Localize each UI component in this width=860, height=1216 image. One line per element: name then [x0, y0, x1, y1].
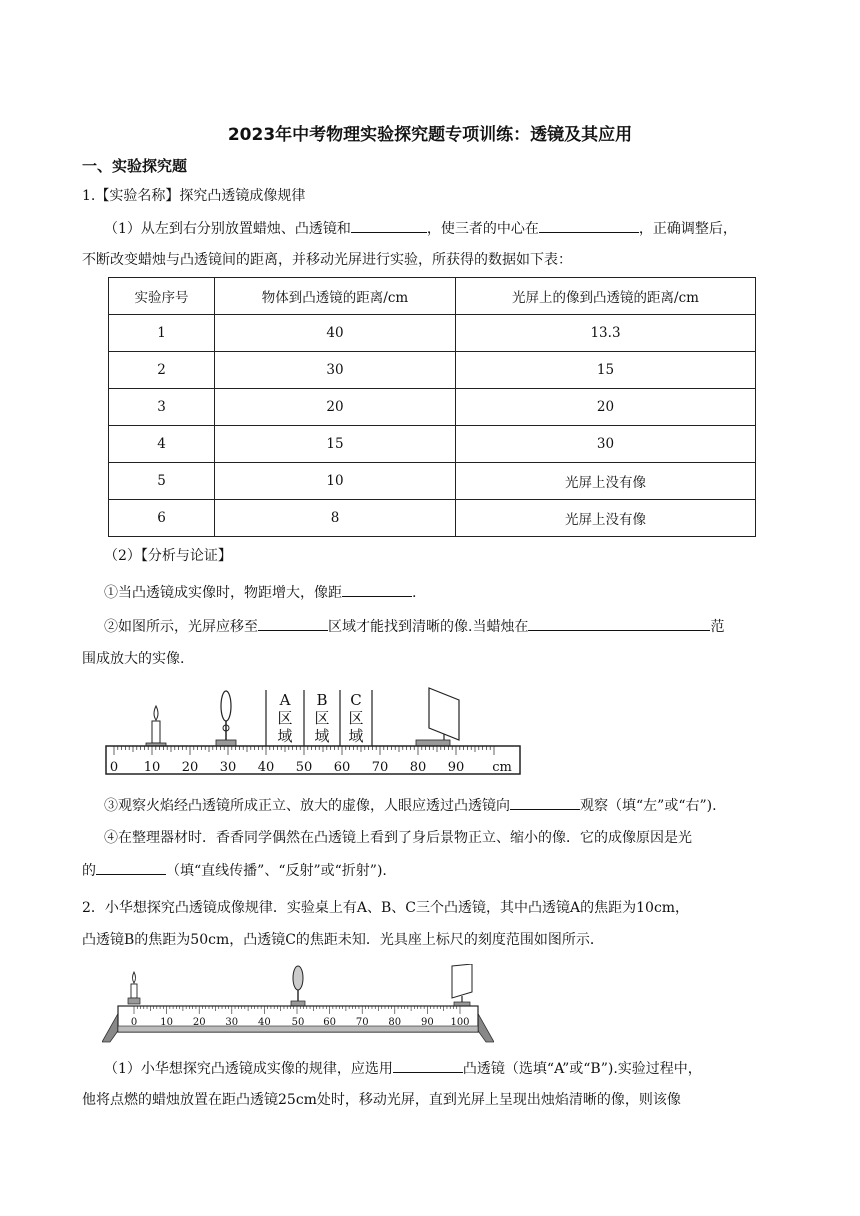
optical-bench-figure-1	[104, 684, 524, 780]
ruler-tick-label: 20	[181, 760, 199, 775]
q1-p1-line1	[104, 218, 804, 239]
table-cell: 40	[215, 315, 456, 352]
convex-lens-icon	[291, 966, 305, 1007]
zone-c-word1: 区	[348, 709, 364, 727]
page-title: 2023年中考物理实验探究题专项训练：透镜及其应用	[227, 125, 633, 145]
q1-sub4-line2	[82, 860, 782, 881]
table-row	[109, 463, 756, 500]
q1-sub2-line1	[104, 616, 784, 637]
ruler-tick-label: 90	[421, 1017, 434, 1028]
q1-sub3	[104, 795, 804, 816]
zone-a-word2: 域	[277, 727, 293, 745]
q2-sub1-line2: 他将点燃的蜡烛放置在距凸透镜25cm处时，移动光屏，直到光屏上呈现出烛焰清晰的像，则该像	[82, 1092, 681, 1108]
table-row	[109, 389, 756, 426]
zone-b-word2: 域	[314, 727, 330, 745]
ruler-tick-label: 60	[323, 1017, 336, 1028]
table-cell: 15	[456, 352, 756, 389]
table-row	[109, 500, 756, 537]
ruler-tick-label: 80	[409, 760, 427, 775]
table-cell: 30	[215, 352, 456, 389]
section-heading: 一、实验探究题	[82, 157, 188, 175]
zone-c-letter: C	[350, 691, 362, 709]
q1-sub2-text-b: 区域才能找到清晰的像.当蜡烛在	[328, 619, 529, 635]
table-cell: 2	[109, 352, 215, 389]
table-cell: 1	[109, 315, 215, 352]
table-cell: 13.3	[456, 315, 756, 352]
light-screen-icon	[452, 964, 472, 1008]
q1-sub4-line1: ④在整理器材时．香香同学偶然在凸透镜上看到了身后景物正立、缩小的像．它的成像原因是光	[104, 830, 692, 846]
ruler-tick-label: 60	[333, 760, 351, 775]
table-row	[109, 315, 756, 352]
q1-p2-heading: （2）【分析与论证】	[104, 548, 232, 564]
ruler-tick-label: 70	[355, 1017, 369, 1028]
zone-a-word1: 区	[277, 709, 293, 727]
table-header-row	[109, 278, 756, 315]
q1-p1-text-b: ，使三者的中心在	[426, 221, 539, 237]
answer-blank[interactable]	[393, 1058, 463, 1073]
ruler-tick-label: 80	[388, 1017, 402, 1028]
q2-line2: 凸透镜B的焦距为50cm，凸透镜C的焦距未知．光具座上标尺的刻度范围如图所示．	[82, 932, 604, 948]
optical-bench-figure-2	[102, 964, 494, 1048]
table-cell: 15	[215, 426, 456, 463]
ruler-tick-label: 90	[447, 760, 465, 775]
q1-sub3-text-b: 观察（填“左”或“右”).	[580, 798, 717, 814]
ruler-tick-label: 30	[219, 760, 237, 775]
zone-a-letter: A	[279, 691, 291, 709]
answer-blank[interactable]	[96, 860, 166, 875]
answer-blank[interactable]	[528, 616, 710, 631]
data-table	[108, 277, 756, 537]
q1-sub2-text-a: ②如图所示，光屏应移至	[104, 619, 258, 635]
q1-sub2-text-c: 范	[710, 619, 725, 635]
ruler-tick-label: 0	[109, 760, 119, 775]
q1-sub4-text-c: （填“直线传播”、“反射”或“折射”).	[166, 863, 387, 879]
table-row	[109, 352, 756, 389]
table-cell: 光屏上没有像	[456, 463, 756, 500]
zone-b-letter: B	[316, 691, 328, 709]
light-screen-icon	[416, 688, 459, 746]
table-header: 物体到凸透镜的距离/cm	[215, 278, 456, 315]
table-cell: 光屏上没有像	[456, 500, 756, 537]
q2-sub1-line1	[104, 1058, 794, 1079]
ruler-tick-label: 50	[291, 1017, 305, 1028]
answer-blank[interactable]	[510, 795, 580, 810]
ruler-tick-label: 40	[258, 1017, 271, 1028]
table-cell: 30	[456, 426, 756, 463]
ruler-tick-label: 30	[225, 1017, 239, 1028]
q2-sub1-text-b: 凸透镜（选填“A”或“B”).实验过程中，	[462, 1061, 702, 1077]
zone-b-word1: 区	[314, 709, 330, 727]
bench-ruler	[106, 746, 520, 775]
candle-icon	[128, 972, 140, 1004]
table-header: 实验序号	[109, 278, 215, 315]
ruler-tick-label: 100	[450, 1017, 470, 1028]
answer-blank[interactable]	[258, 616, 328, 631]
table-cell: 6	[109, 500, 215, 537]
ruler-tick-label: 0	[130, 1017, 138, 1028]
ruler-tick-label: 70	[371, 760, 389, 775]
ruler-tick-label: 10	[160, 1017, 173, 1028]
q1-p1-text-c: ，正确调整后，	[638, 221, 737, 237]
table-cell: 4	[109, 426, 215, 463]
table-cell: 20	[456, 389, 756, 426]
q2-line1: 2．小华想探究凸透镜成像规律．实验桌上有A、B、C三个凸透镜，其中凸透镜A的焦距为10cm，	[82, 900, 690, 916]
table-row	[109, 426, 756, 463]
q1-sub1	[104, 582, 804, 603]
q2-sub1-text-a: （1）小华想探究凸透镜成实像的规律，应选用	[104, 1061, 393, 1077]
table-cell: 5	[109, 463, 215, 500]
table-cell: 10	[215, 463, 456, 500]
q1-sub1-text: ①当凸透镜成实像时，物距增大，像距	[104, 585, 342, 601]
table-header: 光屏上的像到凸透镜的距离/cm	[456, 278, 756, 315]
q1-p1-line2: 不断改变蜡烛与凸透镜间的距离，并移动光屏进行实验，所获得的数据如下表：	[82, 252, 572, 268]
answer-blank[interactable]	[351, 218, 427, 233]
q1-sub2-line2: 围成放大的实像.	[82, 651, 185, 667]
answer-blank[interactable]	[539, 218, 639, 233]
q1-p1-text-a: （1）从左到右分别放置蜡烛、凸透镜和	[104, 221, 351, 237]
q1-heading: 1.【实验名称】探究凸透镜成像规律	[82, 188, 306, 204]
ruler-unit-label: cm	[492, 760, 512, 775]
answer-blank[interactable]	[342, 582, 412, 597]
candle-icon	[146, 706, 166, 747]
table-cell: 20	[215, 389, 456, 426]
convex-lens-icon	[216, 691, 236, 746]
ruler-tick-label: 40	[257, 760, 275, 775]
q1-sub1-end: .	[412, 585, 417, 601]
ruler-tick-label: 10	[143, 760, 161, 775]
ruler-tick-label: 20	[192, 1017, 206, 1028]
zone-c-word2: 域	[348, 727, 364, 745]
table-cell: 3	[109, 389, 215, 426]
ruler-tick-label: 50	[295, 760, 313, 775]
table-cell: 8	[215, 500, 456, 537]
q1-sub4-text-b: 的	[82, 863, 96, 879]
q1-sub3-text-a: ③观察火焰经凸透镜所成正立、放大的虚像，人眼应透过凸透镜向	[104, 798, 510, 814]
